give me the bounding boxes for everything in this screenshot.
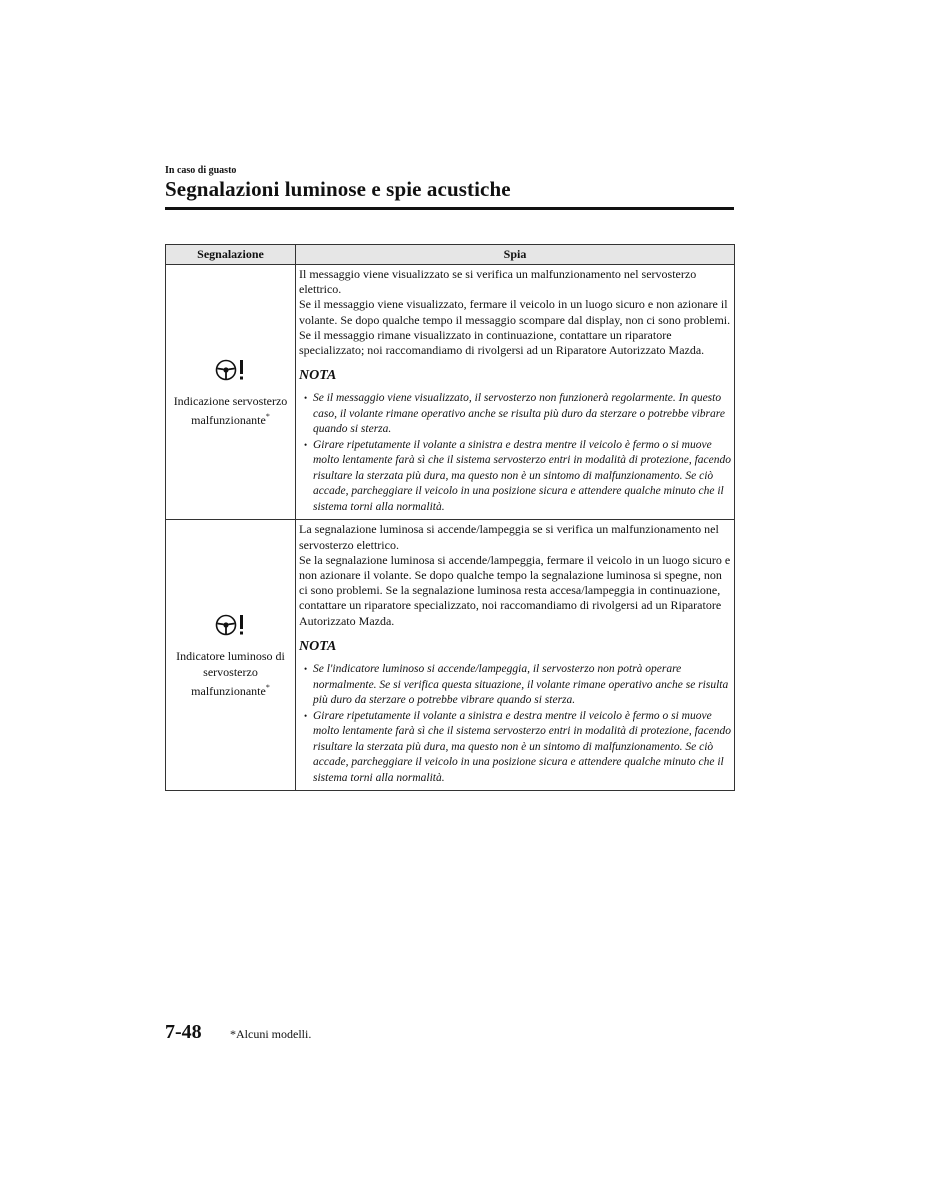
list-item: • Girare ripetutamente il volante a sinistra e destra mentre il veicolo è fermo o si muove molto lentamente farà sì che il sistema servosterzo entri in modalità di protezione, facendo risultare la sterzata più dura, ma questo non è un sintomo di malfunzionamento. Se ciò accade, parcheggiare il veicolo in una posizione sicura e attendere qualche minuto che il sistema torni alla normalità. [299,709,731,787]
header-segnalazione: Segnalazione [166,245,296,265]
table-header-row [166,245,735,265]
list-item: • Se l'indicatore luminoso si accende/lampeggia, il servosterzo non potrà operare normalmente. Se si verifica questa situazione, il volante rimane operativo anche se risulta più duro da sterzare o potrebbe vibrare quando si sterza. [299,662,731,709]
nota-heading: NOTA [299,638,337,654]
list-item: • Girare ripetutamente il volante a sinistra e destra mentre il veicolo è fermo o si muove molto lentamente farà sì che il sistema servosterzo entri in modalità di protezione, facendo risultare la sterzata più dura, ma questo non è un sintomo di malfunzionamento. Se ciò accade, parcheggiare il veicolo in una posizione sicura e attendere qualche minuto che il sistema torni alla normalità. [299,438,731,516]
signal-label: Indicazione servosterzo malfunzionante* [173,393,288,427]
description-text: La segnalazione luminosa si accende/lampeggia se si verifica un malfunzionamento nel servosterzo elettrico. Se la segnalazione luminosa si accende/lampeggia, fermare il veicolo in un luogo sicuro e non azionare il volante. Se dopo qualche tempo la segnalazione luminosa si spegne, non ci sono problemi. Se la segnalazione luminosa resta accesa/lampeggia in continuazione, contattare un riparatore specializzato, noi raccomandiamo di rivolgersi ad un Riparatore Autorizzato Mazda. [299,522,731,628]
table-row [166,520,735,791]
section-label: In caso di guasto [165,165,237,176]
table-row [166,265,735,520]
description-cell [296,520,735,791]
warning-table [165,244,735,791]
list-item: • Se il messaggio viene visualizzato, il servosterzo non funzionerà regolarmente. In questo caso, il volante rimane operativo anche se risulta più duro da sterzare o potrebbe vibrare quando si sterza. [299,391,731,438]
steering-warning-icon [214,612,248,642]
footnote: *Alcuni modelli. [230,1027,312,1041]
notes-list [299,662,731,786]
notes-list [299,391,731,515]
title-rule [165,207,734,210]
description-cell [296,265,735,520]
signal-cell [166,265,296,520]
description-text: Il messaggio viene visualizzato se si verifica un malfunzionamento nel servosterzo elettrico. Se il messaggio viene visualizzato, fermare il veicolo in un luogo sicuro e non azionare il volante. Se dopo qualche tempo il messaggio scompare dal display, non ci sono problemi. Se il messaggio rimane visualizzato in continuazione, contattare un riparatore specializzato; noi raccomandiamo di rivolgersi ad un Riparatore Autorizzato Mazda. [299,267,731,358]
header-spia: Spia [296,245,735,265]
steering-warning-icon [214,357,248,387]
page-number: 7-48 [165,1021,202,1043]
signal-cell [166,520,296,791]
signal-label: Indicatore luminoso di servosterzo malfunzionante* [176,648,285,698]
page-title: Segnalazioni luminose e spie acustiche [165,177,511,201]
nota-heading: NOTA [299,368,337,384]
